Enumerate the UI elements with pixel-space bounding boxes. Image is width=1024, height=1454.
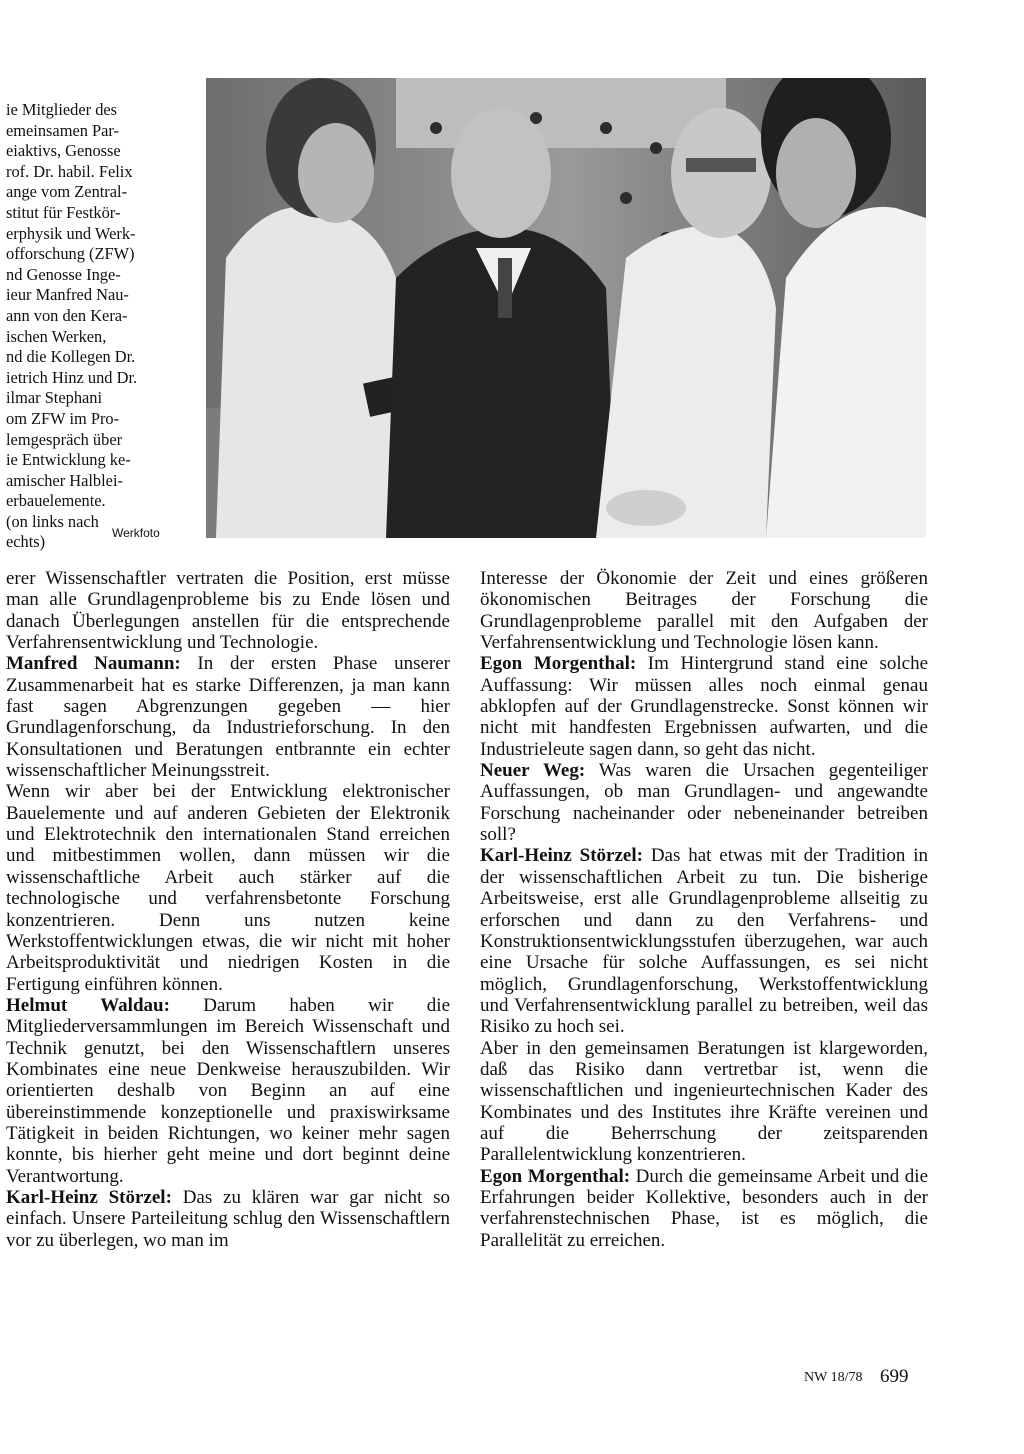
paragraph bbox=[6, 1187, 450, 1251]
speaker-name: Karl-Heinz Störzel: bbox=[480, 845, 643, 867]
caption-line: stitut für Festkör- bbox=[6, 202, 121, 222]
caption-line: echts) bbox=[6, 532, 46, 552]
caption-line: ie Entwicklung ke- bbox=[6, 450, 131, 470]
caption-line: ange vom Zentral- bbox=[6, 182, 128, 202]
caption-line: ilmar Stephani bbox=[6, 388, 103, 408]
issue-number: NW 18/78 bbox=[804, 1370, 863, 1385]
caption-line: ie Mitglieder des bbox=[6, 100, 118, 119]
paragraph-text: Aber in den gemeinsamen Beratungen ist klargeworden, daß das Risiko dann vertretbar ist, wenn die wissenschaftlichen und ingenieurtechnischen Kader des Kombinates und des Institutes ihre Kräfte vereinen und auf die Beherrschung der zeitsparenden Parallelentwicklung konzentrieren. bbox=[480, 1037, 928, 1166]
caption-line: om ZFW im Pro- bbox=[6, 408, 120, 428]
paragraph-text: Darum haben wir die Mitgliederversammlungen im Bereich Wissenschaft und Technik genutzt, bei den Wissenschaftlern unseres Kombinates eine neue Denkweise herauszubilden. Wir orientierten deshalb von Beginn an auf eine übereinstimmende konzeptionelle und praxiswirksame Tätigkeit in beiden Richtungen, wo keiner mehr sagen konnte, bis hierher geht meine und dort beginnt deine Verantwortung. bbox=[6, 994, 450, 1187]
article-column-left bbox=[6, 568, 450, 1251]
caption-line: amischer Halblei- bbox=[6, 470, 123, 490]
speaker-name: Manfred Naumann: bbox=[6, 653, 181, 675]
caption-line: ietrich Hinz und Dr. bbox=[6, 367, 138, 387]
paragraph bbox=[480, 1038, 928, 1166]
paragraph-text: Durch die gemeinsame Arbeit und die Erfahrungen beider Kollektive, besonders auch in der verfahrenstechnischen Phase, ist es möglich, die Parallelität zu erreichen. bbox=[480, 1165, 929, 1251]
article-column-right bbox=[480, 568, 928, 1251]
caption-line: rof. Dr. habil. Felix bbox=[6, 161, 133, 181]
speaker-name: Karl-Heinz Störzel: bbox=[6, 1186, 172, 1208]
paragraph bbox=[480, 1166, 928, 1251]
caption-line: ischen Werken, bbox=[6, 326, 107, 346]
paragraph bbox=[6, 995, 450, 1187]
paragraph-text: erer Wissenschaftler vertraten die Position, erst müsse man alle Grundlagenprobleme bis zu Ende lösen und danach Überlegungen anstellen für die entsprechende Verfahrensentwicklung und Technologie. bbox=[6, 568, 450, 654]
paragraph-text: Was waren die Ursachen gegenteiliger Auffassungen, ob man Grundlagen- und angewandte Forschung nacheinander oder nebeneinander betreiben soll? bbox=[480, 760, 928, 846]
photo-image bbox=[206, 78, 926, 538]
speaker-name: Neuer Weg: bbox=[480, 760, 586, 782]
caption-line: lemgespräch über bbox=[6, 429, 123, 449]
caption-line: eiaktivs, Genosse bbox=[6, 141, 121, 161]
page-number: 699 bbox=[880, 1366, 909, 1387]
caption-line: ann von den Kera- bbox=[6, 305, 128, 325]
paragraph-text: Interesse der Ökonomie der Zeit und eines größeren ökonomischen Beitrages der Forschung die Grundlagenprobleme parallel mit den Aufgaben der Verfahrensentwicklung und Technologie lösen kann. bbox=[480, 568, 928, 654]
paragraph bbox=[480, 568, 928, 653]
caption-line: erbauelemente. bbox=[6, 491, 106, 511]
photo-credit: Werkfoto bbox=[112, 526, 160, 540]
paragraph-text: Das zu klären war gar nicht so einfach. Unsere Parteileitung schlug den Wissenschaftlern vor zu überlegen, wo man im bbox=[6, 1186, 450, 1251]
paragraph bbox=[6, 568, 450, 653]
speaker-name: Egon Morgenthal: bbox=[480, 1165, 631, 1187]
paragraph-text: In der ersten Phase unserer Zusammenarbeit hat es starke Differenzen, ja man kann fast sagen Abgrenzungen gegeben — hier Grundlagenforschung, da Industrieforschung. In den Konsultationen und Beratungen entbrannte ein echter wissenschaftlicher Meinungsstreit. bbox=[6, 653, 450, 782]
paragraph-text: Im Hintergrund stand eine solche Auffassung: Wir müssen alles noch einmal genau abklopfen auf der Grundlagenstrecke. Sonst können wir nicht mit handfesten Ergebnissen aufwarten, und die Industrieleute sagen dann, so geht das nicht. bbox=[480, 653, 928, 760]
photo bbox=[206, 78, 926, 538]
speaker-name: Egon Morgenthal: bbox=[480, 653, 637, 675]
paragraph-text: Wenn wir aber bei der Entwicklung elektronischer Bauelemente und auf anderen Gebieten der Elektronik und Elektrotechnik den internationalen Stand erreichen und mitbestimmen wollen, dann müssen wir die wissenschaftliche Arbeit auch stärker auf die technologische und verfahrensbetonte Forschung konzentrieren. Denn uns nutzen keine Werkstoffentwicklungen etwas, die wir nicht mit hoher Arbeitsproduktivität und niedrigen Kosten in die Fertigung einführen können. bbox=[6, 781, 450, 995]
paragraph bbox=[6, 781, 450, 994]
paragraph bbox=[6, 653, 450, 781]
caption-line: nd die Kollegen Dr. bbox=[6, 347, 136, 367]
paragraph bbox=[480, 653, 928, 760]
speaker-name: Helmut Waldau: bbox=[6, 994, 170, 1016]
caption-line: nd Genosse Inge- bbox=[6, 264, 121, 284]
caption-line: ieur Manfred Nau- bbox=[6, 285, 129, 305]
caption-line: offorschung (ZFW) bbox=[6, 244, 135, 264]
photo-caption bbox=[6, 100, 174, 553]
caption-line: (on links nach bbox=[6, 511, 99, 531]
caption-line: erphysik und Werk- bbox=[6, 223, 136, 243]
paragraph-text: Das hat etwas mit der Tradition in der wissenschaftlichen Arbeit zu tun. Die bisherige Arbeitsweise, erst alle Grundlagenprobleme allseitig zu erforschen und dann zu den Verfahrens- und Konstruktionsentwicklungsstufen überzugehen, war auch eine Ursache für solche Auffassungen, es sei nicht möglich, Grundlagenforschung, Werkstoffentwicklung und Verfahrensentwicklung parallel zu betreiben, weil das Risiko zu hoch sei. bbox=[480, 845, 929, 1038]
paragraph bbox=[480, 845, 928, 1037]
paragraph bbox=[480, 760, 928, 845]
caption-line: emeinsamen Par- bbox=[6, 120, 119, 140]
